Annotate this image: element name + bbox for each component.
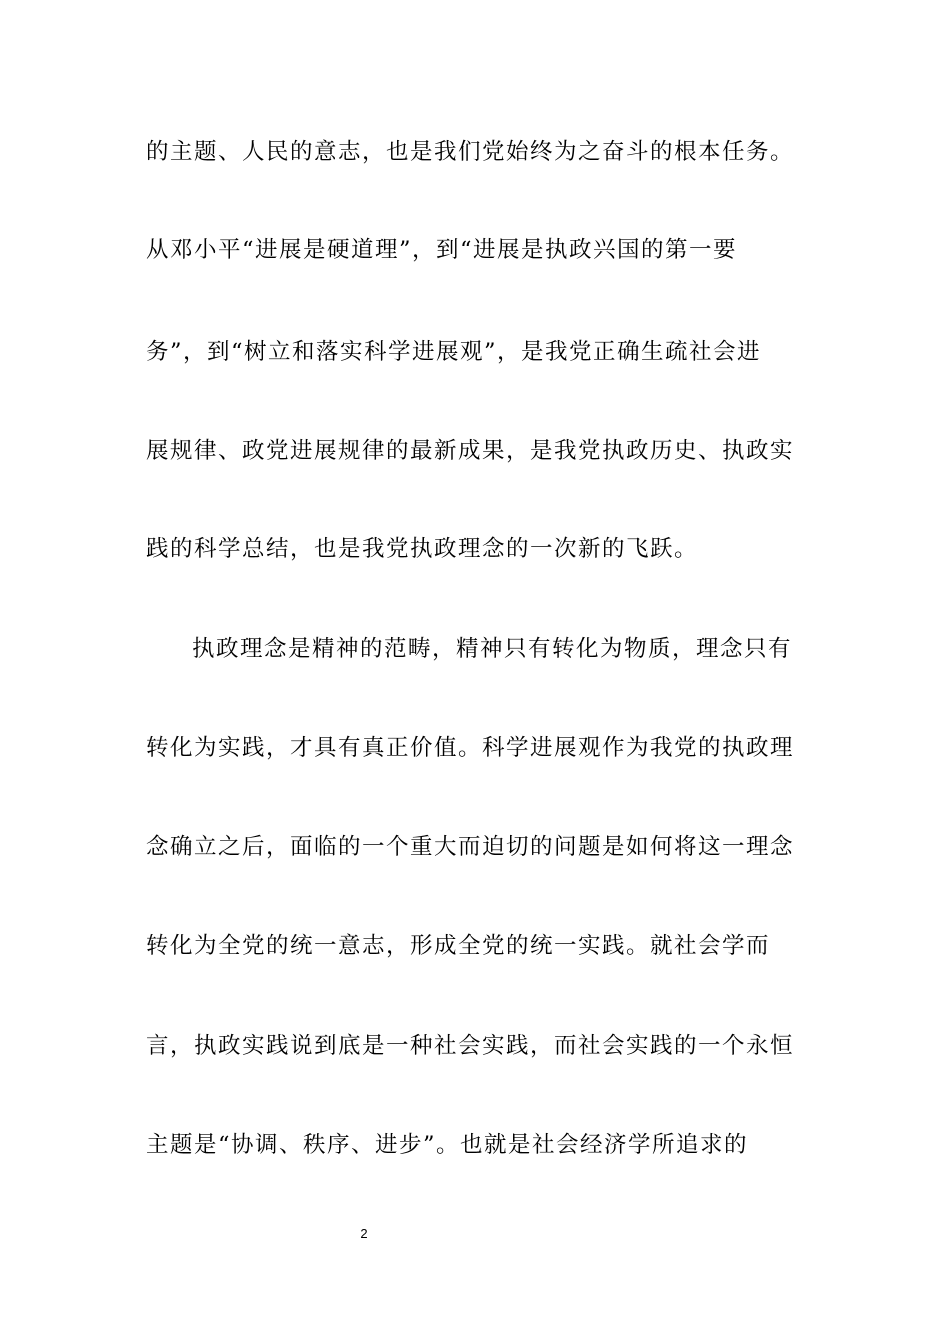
text-line-5: 践的科学总结，也是我党执政理念的一次新的飞跃。 <box>146 536 699 562</box>
text-line-4: 展规律、政党进展规律的最新成果，是我党执政历史、执政实 <box>146 438 795 464</box>
text-line-6-paragraph-start: 执政理念是精神的范畴，精神只有转化为物质，理念只有 <box>192 636 793 662</box>
text-line-8: 念确立之后，面临的一个重大而迫切的问题是如何将这一理念 <box>146 834 795 860</box>
text-line-7: 转化为实践，才具有真正价值。科学进展观作为我党的执政理 <box>146 735 795 761</box>
page-number: 2 <box>360 1226 368 1241</box>
text-line-1: 的主题、人民的意志，也是我们党始终为之奋斗的根本任务。 <box>146 139 795 165</box>
text-line-2: 从邓小平“进展是硬道理”，到“进展是执政兴国的第一要 <box>146 237 738 263</box>
text-line-9: 转化为全党的统一意志，形成全党的统一实践。就社会学而 <box>146 933 771 959</box>
text-line-10: 言，执政实践说到底是一种社会实践，而社会实践的一个永恒 <box>146 1033 795 1059</box>
text-line-11: 主题是“协调、秩序、进步”。也就是社会经济学所追求的 <box>146 1132 749 1158</box>
text-line-3: 务”，到“树立和落实科学进展观”，是我党正确生疏社会进 <box>146 339 762 365</box>
